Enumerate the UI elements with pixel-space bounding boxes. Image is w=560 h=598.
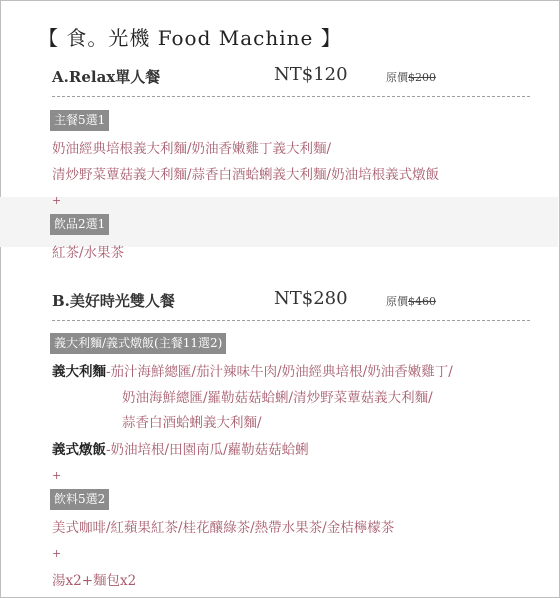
divider <box>52 96 530 97</box>
section-tag-drink: 飲品2選1 <box>50 214 109 235</box>
original-price-value: $200 <box>408 71 436 84</box>
section-tag-main: 義大利麵/義式燉飯(主餐11選2) <box>50 333 226 354</box>
pasta-option-line: 蒜香白酒蛤蜊義大利麵/ <box>122 415 262 431</box>
pasta-option-line: 奶油海鮮總匯/羅勒菇菇蛤蜊/清炒野菜蕈菇義大利麵/ <box>122 390 433 406</box>
section-tag-drink: 飲料5選2 <box>50 489 109 510</box>
package-b-name: B.美好時光雙人餐 <box>52 292 175 310</box>
section-tag-main: 主餐5選1 <box>50 110 109 131</box>
drink-option-line: 紅茶/水果茶 <box>52 245 125 261</box>
package-a-name: A.Relax單人餐 <box>52 68 161 86</box>
package-b-original-price <box>386 293 436 309</box>
plus-sign: + <box>52 469 62 482</box>
pasta-option-line <box>52 360 453 380</box>
pasta-options: -茄汁海鮮總匯/茄汁辣味牛肉/奶油經典培根/奶油香嫩雞丁/ <box>106 364 453 380</box>
original-price-label: 原價 <box>386 295 408 308</box>
original-price-value: $460 <box>408 295 436 308</box>
plus-sign: + <box>52 194 62 207</box>
main-option-line: 奶油經典培根義大利麵/奶油香嫩雞丁義大利麵/ <box>52 141 332 157</box>
plus-sign: + <box>52 547 62 560</box>
extra-items-line: 湯x2+麵包x2 <box>52 573 137 589</box>
drink-option-line: 美式咖啡/紅蘋果紅茶/桂花釀綠茶/熱帶水果茶/金桔檸檬茶 <box>52 520 395 536</box>
original-price-label: 原價 <box>386 71 408 84</box>
main-option-line: 清炒野菜蕈菇義大利麵/蒜香白酒蛤蜊義大利麵/奶油培根義式燉飯 <box>52 167 440 183</box>
risotto-options: -奶油培根/田園南瓜/蘿勒菇菇蛤蜊 <box>106 442 309 458</box>
menu-title: 【 食。光機 Food Machine 】 <box>38 26 342 50</box>
package-a-price: NT$120 <box>274 64 348 85</box>
package-a-original-price <box>386 69 436 85</box>
risotto-option-line <box>52 438 309 458</box>
divider <box>52 320 530 321</box>
package-b-price: NT$280 <box>274 288 348 309</box>
pasta-label: 義大利麵 <box>52 364 106 380</box>
risotto-label: 義式燉飯 <box>52 442 106 458</box>
